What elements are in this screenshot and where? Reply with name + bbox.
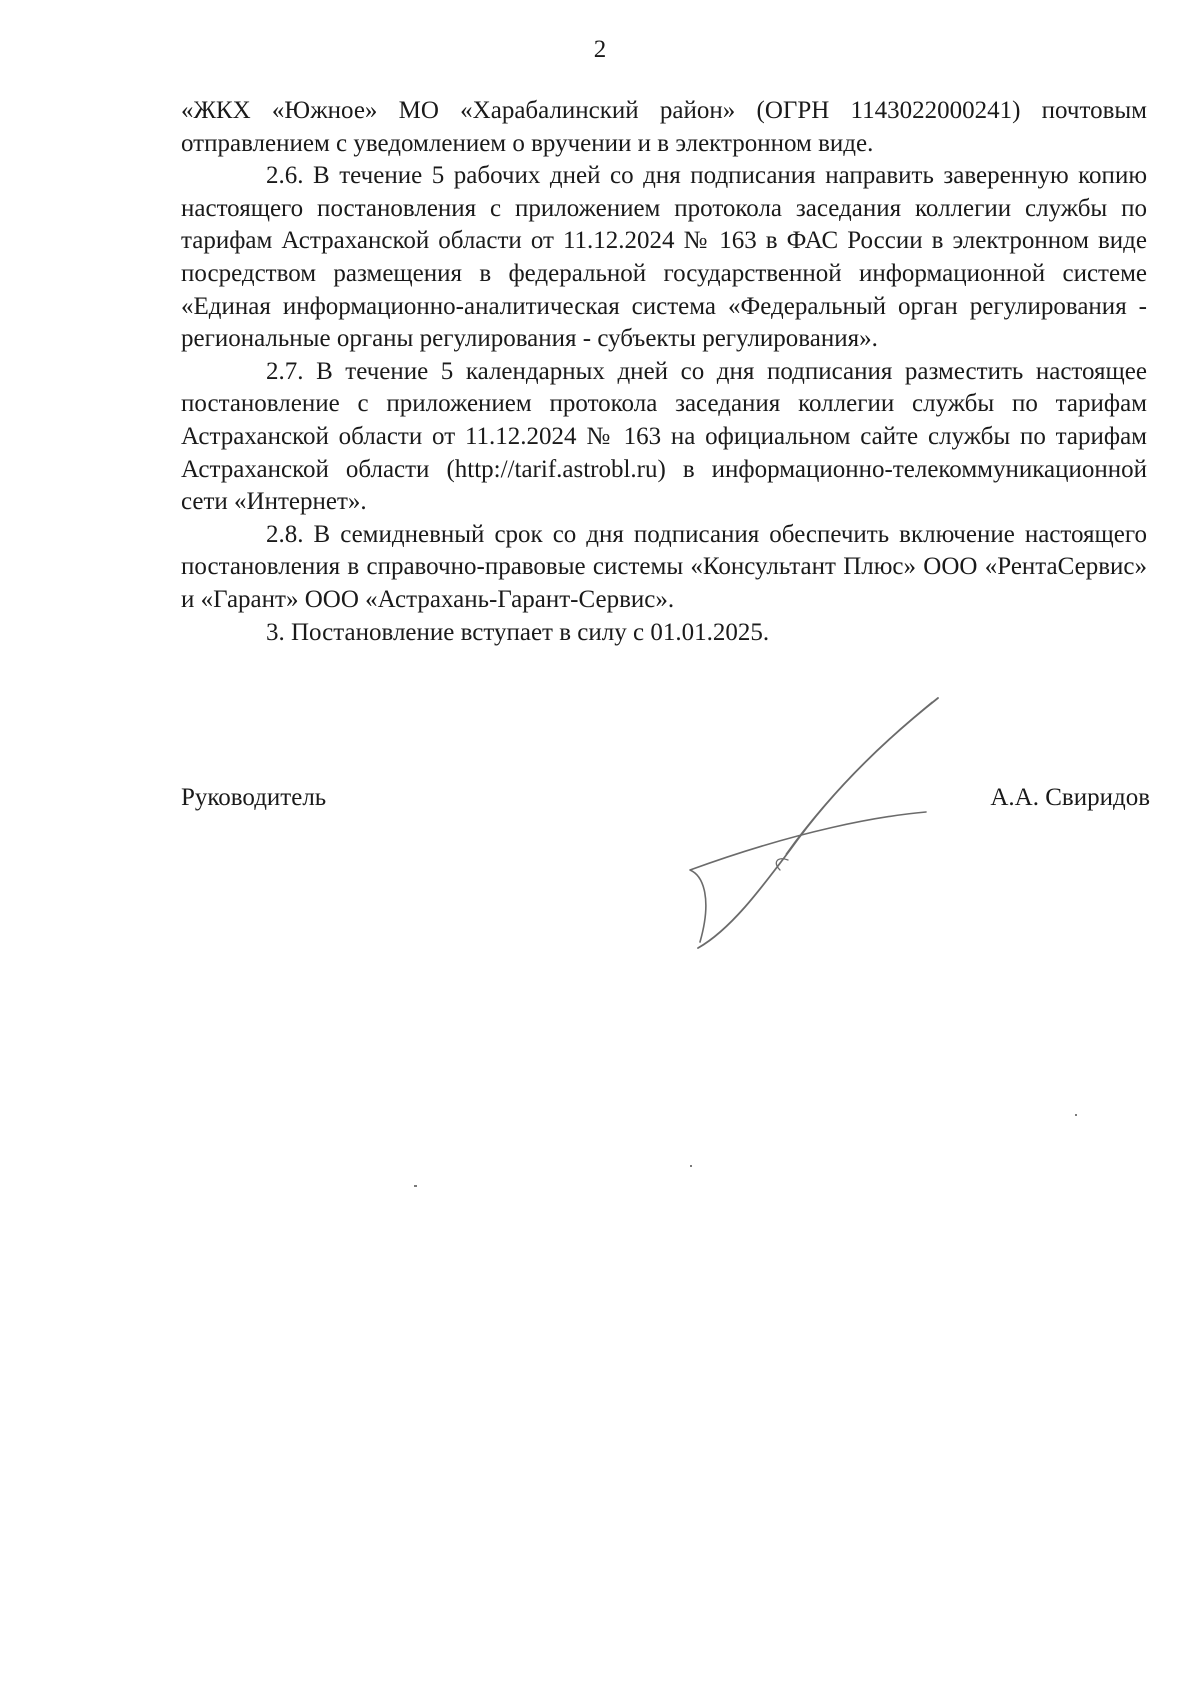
- paragraph-2-8: 2.8. В семидневный срок со дня подписания обеспечить включение настоящего постановления в справочно-правовые системы «Консультант Плюс» ООО «РентаСервис» и «Гарант» ООО «Астрахань-Гарант-Сервис».: [181, 520, 1147, 613]
- signatory-title: Руководитель: [181, 784, 327, 811]
- paragraph-continuation: «ЖКХ «Южное» МО «Харабалинский район» (ОГРН 1143022000241) почтовым отправлением с уведомлением о вручении и в электронном виде.: [181, 97, 1147, 157]
- page-number: 2: [593, 36, 607, 63]
- paragraph-3: 3. Постановление вступает в силу с 01.01.2025.: [266, 618, 770, 646]
- signature-stroke-main: [698, 698, 938, 948]
- scan-speck: [1075, 1114, 1077, 1116]
- signature-stroke-echo: [786, 702, 932, 854]
- paragraph-2-7: 2.7. В течение 5 календарных дней со дня подписания разместить настоящее постановление с приложением протокола заседания коллегии службы по тарифам Астраханской области от 11.12.2024 № 163 на официальном сайте службы по тарифам Астраханской области (http://tarif.astrobl.ru) в информационно-телекоммуникационной сети «Интернет».: [181, 357, 1147, 516]
- paragraph-2-6: 2.6. В течение 5 рабочих дней со дня подписания направить заверенную копию настоящего постановления с приложением протокола заседания коллегии службы по тарифам Астраханской области от 11.12.2024 № 163 в ФАС России в электронном виде посредством размещения в федеральной государственной информационной системе «Единая информационно-аналитическая система «Федеральный орган регулирования - региональные органы регулирования - субъекты регулирования».: [181, 162, 1147, 353]
- scan-speck: [414, 1185, 417, 1187]
- signatory-name: А.А. Свиридов: [990, 784, 1150, 811]
- document-body: [181, 95, 1147, 649]
- handwritten-signature: [660, 680, 960, 960]
- scan-speck: [690, 1165, 692, 1167]
- signature-stroke-base: [690, 812, 926, 942]
